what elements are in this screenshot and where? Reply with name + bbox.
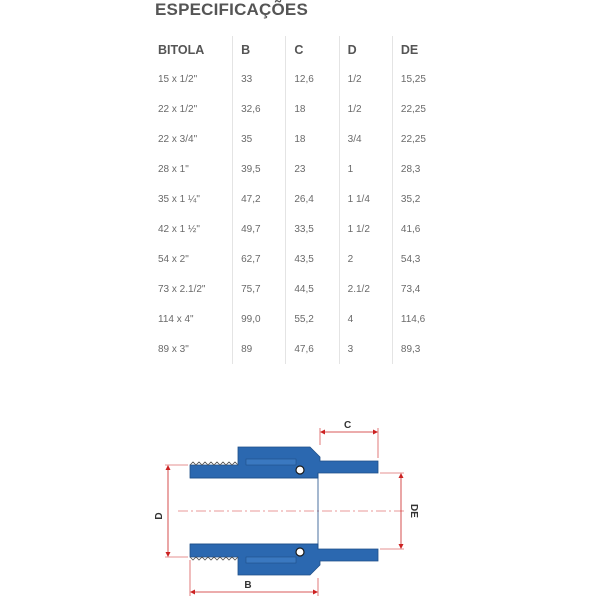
cell-de: 15,25 (392, 64, 450, 94)
cell-d: 1 1/4 (339, 184, 392, 214)
cell-de: 73,4 (392, 274, 450, 304)
header-bitola: BITOLA (158, 43, 205, 57)
cell-de: 28,3 (392, 154, 450, 184)
cell-d: 2 (339, 244, 392, 274)
o-ring-top-icon (296, 466, 304, 474)
cell-d: 1 1/2 (339, 214, 392, 244)
cell-bitola: 89 x 3" (158, 343, 189, 355)
cell-b: 47,2 (232, 184, 285, 214)
header-d: D (339, 36, 392, 64)
cell-bitola: 22 x 3/4" (158, 133, 198, 145)
cell-d: 2.1/2 (339, 274, 392, 304)
cell-b: 99,0 (232, 304, 285, 334)
cell-b: 33 (232, 64, 285, 94)
cell-bitola: 35 x 1 ¼" (158, 193, 200, 205)
header-c: C (285, 36, 338, 64)
dimension-b-label: B (244, 580, 252, 591)
cell-bitola: 22 x 1/2" (158, 103, 198, 115)
cell-d: 1 (339, 154, 392, 184)
cell-bitola: 114 x 4" (158, 313, 194, 325)
cell-c: 26,4 (285, 184, 338, 214)
cell-c: 43,5 (285, 244, 338, 274)
cell-b: 89 (232, 334, 285, 364)
cell-de: 22,25 (392, 94, 450, 124)
cell-bitola: 15 x 1/2" (158, 73, 198, 85)
cell-bitola: 73 x 2.1/2" (158, 283, 206, 295)
cell-c: 33,5 (285, 214, 338, 244)
cell-bitola: 54 x 2" (158, 253, 189, 265)
cell-c: 23 (285, 154, 338, 184)
cell-de: 41,6 (392, 214, 450, 244)
cell-c: 12,6 (285, 64, 338, 94)
cell-de: 35,2 (392, 184, 450, 214)
dimension-de-label: DE (408, 504, 419, 518)
cell-de: 114,6 (392, 304, 450, 334)
cell-b: 75,7 (232, 274, 285, 304)
cell-de: 54,3 (392, 244, 450, 274)
thread-bottom-icon (190, 557, 238, 560)
dimension-c (320, 420, 378, 458)
page-title: ESPECIFICAÇÕES (155, 0, 308, 19)
dimension-d-label: D (154, 512, 165, 520)
cell-c: 47,6 (285, 334, 338, 364)
cell-b: 49,7 (232, 214, 285, 244)
cell-b: 62,7 (232, 244, 285, 274)
cell-d: 3 (339, 334, 392, 364)
cell-bitola: 28 x 1" (158, 163, 189, 175)
cell-d: 1/2 (339, 64, 392, 94)
cell-bitola: 42 x 1 ½" (158, 223, 200, 235)
cell-b: 32,6 (232, 94, 285, 124)
seal-top (246, 459, 296, 465)
cell-d: 4 (339, 304, 392, 334)
cell-de: 89,3 (392, 334, 450, 364)
header-de: DE (392, 36, 450, 64)
cell-c: 55,2 (285, 304, 338, 334)
cell-de: 22,25 (392, 124, 450, 154)
seal-bottom (246, 557, 296, 563)
cell-b: 35 (232, 124, 285, 154)
cell-b: 39,5 (232, 154, 285, 184)
cell-c: 18 (285, 124, 338, 154)
cell-d: 3/4 (339, 124, 392, 154)
cell-c: 44,5 (285, 274, 338, 304)
cell-d: 1/2 (339, 94, 392, 124)
thread-top-icon (190, 462, 238, 465)
cell-c: 18 (285, 94, 338, 124)
header-b: B (232, 36, 285, 64)
o-ring-bottom-icon (296, 548, 304, 556)
dimension-c-label: C (344, 420, 352, 431)
